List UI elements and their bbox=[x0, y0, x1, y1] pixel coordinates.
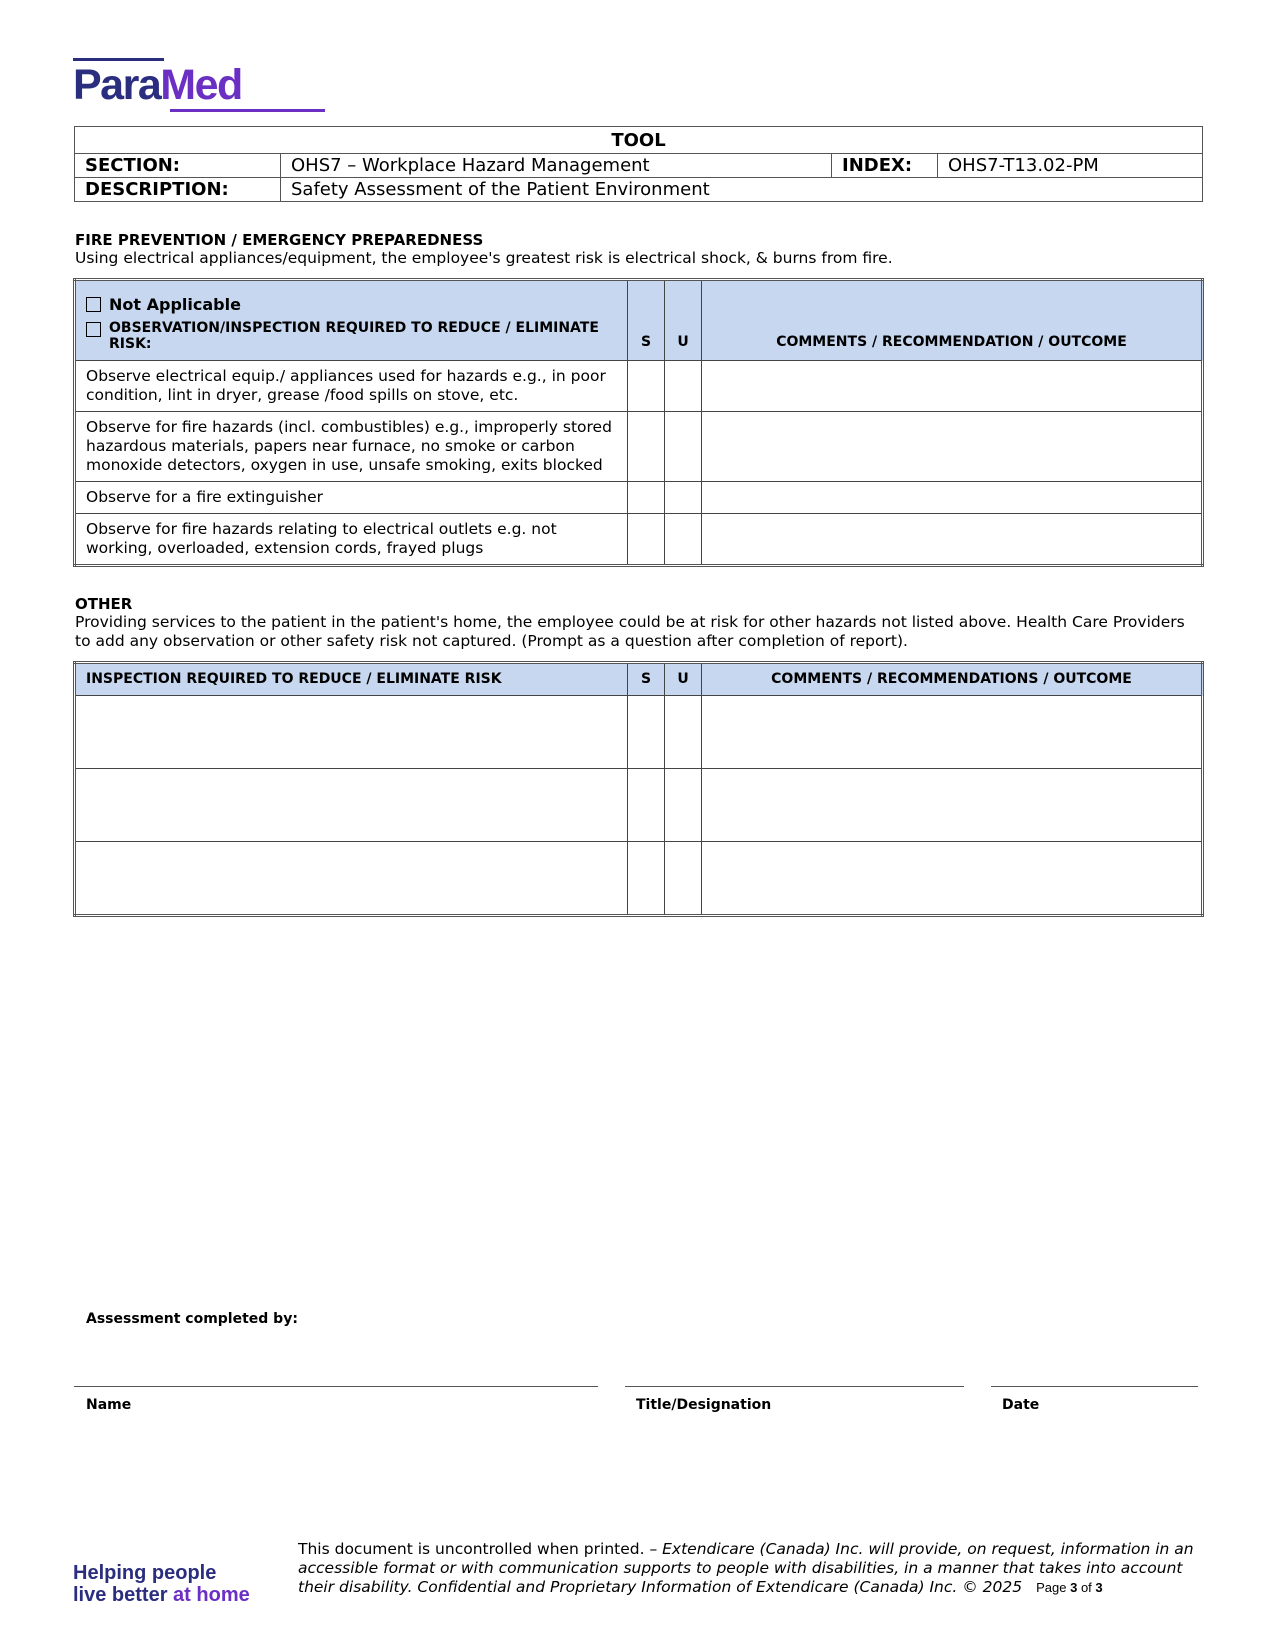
u-cell[interactable] bbox=[665, 842, 702, 916]
name-signature-line[interactable] bbox=[74, 1386, 598, 1387]
footer-tagline bbox=[73, 1562, 250, 1606]
s-cell[interactable] bbox=[628, 842, 665, 916]
u-cell[interactable] bbox=[665, 482, 702, 514]
section-label: SECTION: bbox=[75, 154, 281, 178]
index-label: INDEX: bbox=[832, 154, 938, 178]
logo-part-para: Para bbox=[73, 61, 161, 109]
comments-header: COMMENTS / RECOMMENDATIONS / OUTCOME bbox=[702, 663, 1203, 696]
u-cell[interactable] bbox=[665, 514, 702, 566]
u-header: U bbox=[665, 280, 702, 361]
tagline-line-2-accent: at home bbox=[173, 1584, 250, 1606]
comments-header: COMMENTS / RECOMMENDATION / OUTCOME bbox=[702, 280, 1203, 361]
table-row bbox=[75, 361, 1203, 412]
observation-item: Observe for fire hazards (incl. combustibles) e.g., improperly stored hazardous materials, papers near furnace, no smoke or carbon monoxide detectors, oxygen in use, unsafe smoking, exits blocked bbox=[75, 412, 628, 482]
index-value: OHS7-T13.02-PM bbox=[938, 154, 1203, 178]
paramed-logo bbox=[73, 58, 253, 114]
tagline-line-2 bbox=[73, 1584, 250, 1606]
section-value: OHS7 – Workplace Hazard Management bbox=[281, 154, 832, 178]
fire-section-title: FIRE PREVENTION / EMERGENCY PREPAREDNESS bbox=[75, 231, 484, 249]
footer-notice bbox=[298, 1540, 1198, 1597]
header-title: TOOL bbox=[75, 127, 1203, 154]
observation-item: Observe for fire hazards relating to electrical outlets e.g. not working, overloaded, extension cords, frayed plugs bbox=[75, 514, 628, 566]
table-row bbox=[75, 842, 1203, 916]
inspection-cell[interactable] bbox=[75, 842, 628, 916]
date-label: Date bbox=[1002, 1397, 1040, 1413]
logo-wordmark bbox=[73, 62, 242, 108]
page-prefix: Page bbox=[1036, 1580, 1071, 1595]
s-cell[interactable] bbox=[628, 696, 665, 769]
table-row bbox=[75, 514, 1203, 566]
fire-section-intro: Using electrical appliances/equipment, the employee's greatest risk is electrical shock, & burns from fire. bbox=[75, 249, 893, 267]
page-number bbox=[1036, 1580, 1103, 1595]
s-cell[interactable] bbox=[628, 482, 665, 514]
other-section-intro: Providing services to the patient in the patient's home, the employee could be at risk for other hazards not listed above. Health Care Providers to add any observation or other safety risk not captured. (Prompt as a question after completion of report). bbox=[75, 613, 1185, 650]
tagline-line-1: Helping people bbox=[73, 1562, 217, 1584]
other-assessment-table bbox=[73, 661, 1204, 917]
u-header: U bbox=[665, 663, 702, 696]
u-cell[interactable] bbox=[665, 412, 702, 482]
u-cell[interactable] bbox=[665, 696, 702, 769]
comments-cell[interactable] bbox=[702, 842, 1203, 916]
inspection-cell[interactable] bbox=[75, 696, 628, 769]
fire-assessment-table bbox=[73, 278, 1204, 567]
observation-checkbox[interactable] bbox=[86, 322, 101, 337]
comments-cell[interactable] bbox=[702, 514, 1203, 566]
s-cell[interactable] bbox=[628, 514, 665, 566]
observation-header-cell bbox=[75, 280, 628, 361]
s-cell[interactable] bbox=[628, 412, 665, 482]
inspection-header: INSPECTION REQUIRED TO REDUCE / ELIMINATE RISK bbox=[75, 663, 628, 696]
table-row bbox=[75, 412, 1203, 482]
not-applicable-checkbox[interactable] bbox=[86, 297, 101, 312]
assessment-completed-label: Assessment completed by: bbox=[86, 1311, 298, 1327]
s-cell[interactable] bbox=[628, 361, 665, 412]
name-label: Name bbox=[86, 1397, 132, 1413]
description-label: DESCRIPTION: bbox=[75, 178, 281, 202]
table-row bbox=[75, 696, 1203, 769]
s-cell[interactable] bbox=[628, 769, 665, 842]
other-table-header bbox=[75, 663, 1203, 696]
observation-item: Observe electrical equip./ appliances used for hazards e.g., in poor condition, lint in dryer, grease /food spills on stove, etc. bbox=[75, 361, 628, 412]
u-cell[interactable] bbox=[665, 361, 702, 412]
observation-header-label: OBSERVATION/INSPECTION REQUIRED TO REDUCE / ELIMINATE RISK: bbox=[109, 320, 599, 352]
comments-cell[interactable] bbox=[702, 769, 1203, 842]
comments-cell[interactable] bbox=[702, 482, 1203, 514]
footer-notice-italic: Extendicare (Canada) Inc. will provide, on request, information in an accessible format or with communication supports to people with disabilities, in a manner that takes into account their disability. Confidential and Proprietary Information of Extendicare (Canada) Inc. © 2025 bbox=[298, 1540, 1194, 1596]
not-applicable-option[interactable] bbox=[86, 295, 617, 314]
logo-part-med: Med bbox=[160, 61, 242, 109]
comments-cell[interactable] bbox=[702, 696, 1203, 769]
page-current: 3 bbox=[1070, 1580, 1078, 1595]
not-applicable-label: Not Applicable bbox=[109, 295, 241, 314]
fire-table-header bbox=[75, 280, 1203, 361]
page-of: of bbox=[1077, 1580, 1096, 1595]
footer-notice-plain: This document is uncontrolled when printed. – bbox=[298, 1540, 663, 1558]
title-designation-label: Title/Designation bbox=[636, 1397, 772, 1413]
s-header: S bbox=[628, 280, 665, 361]
table-row bbox=[75, 769, 1203, 842]
comments-cell[interactable] bbox=[702, 412, 1203, 482]
other-section-title: OTHER bbox=[75, 595, 133, 613]
description-value: Safety Assessment of the Patient Environment bbox=[281, 178, 1203, 202]
title-signature-line[interactable] bbox=[625, 1386, 964, 1387]
observation-option[interactable] bbox=[86, 320, 617, 352]
comments-cell[interactable] bbox=[702, 361, 1203, 412]
page-total: 3 bbox=[1095, 1580, 1103, 1595]
observation-item: Observe for a fire extinguisher bbox=[75, 482, 628, 514]
logo-underline bbox=[170, 109, 325, 112]
s-header: S bbox=[628, 663, 665, 696]
date-signature-line[interactable] bbox=[991, 1386, 1198, 1387]
table-row bbox=[75, 482, 1203, 514]
u-cell[interactable] bbox=[665, 769, 702, 842]
tagline-line-2-start: live better bbox=[73, 1584, 174, 1606]
document-header-table bbox=[74, 126, 1203, 202]
inspection-cell[interactable] bbox=[75, 769, 628, 842]
